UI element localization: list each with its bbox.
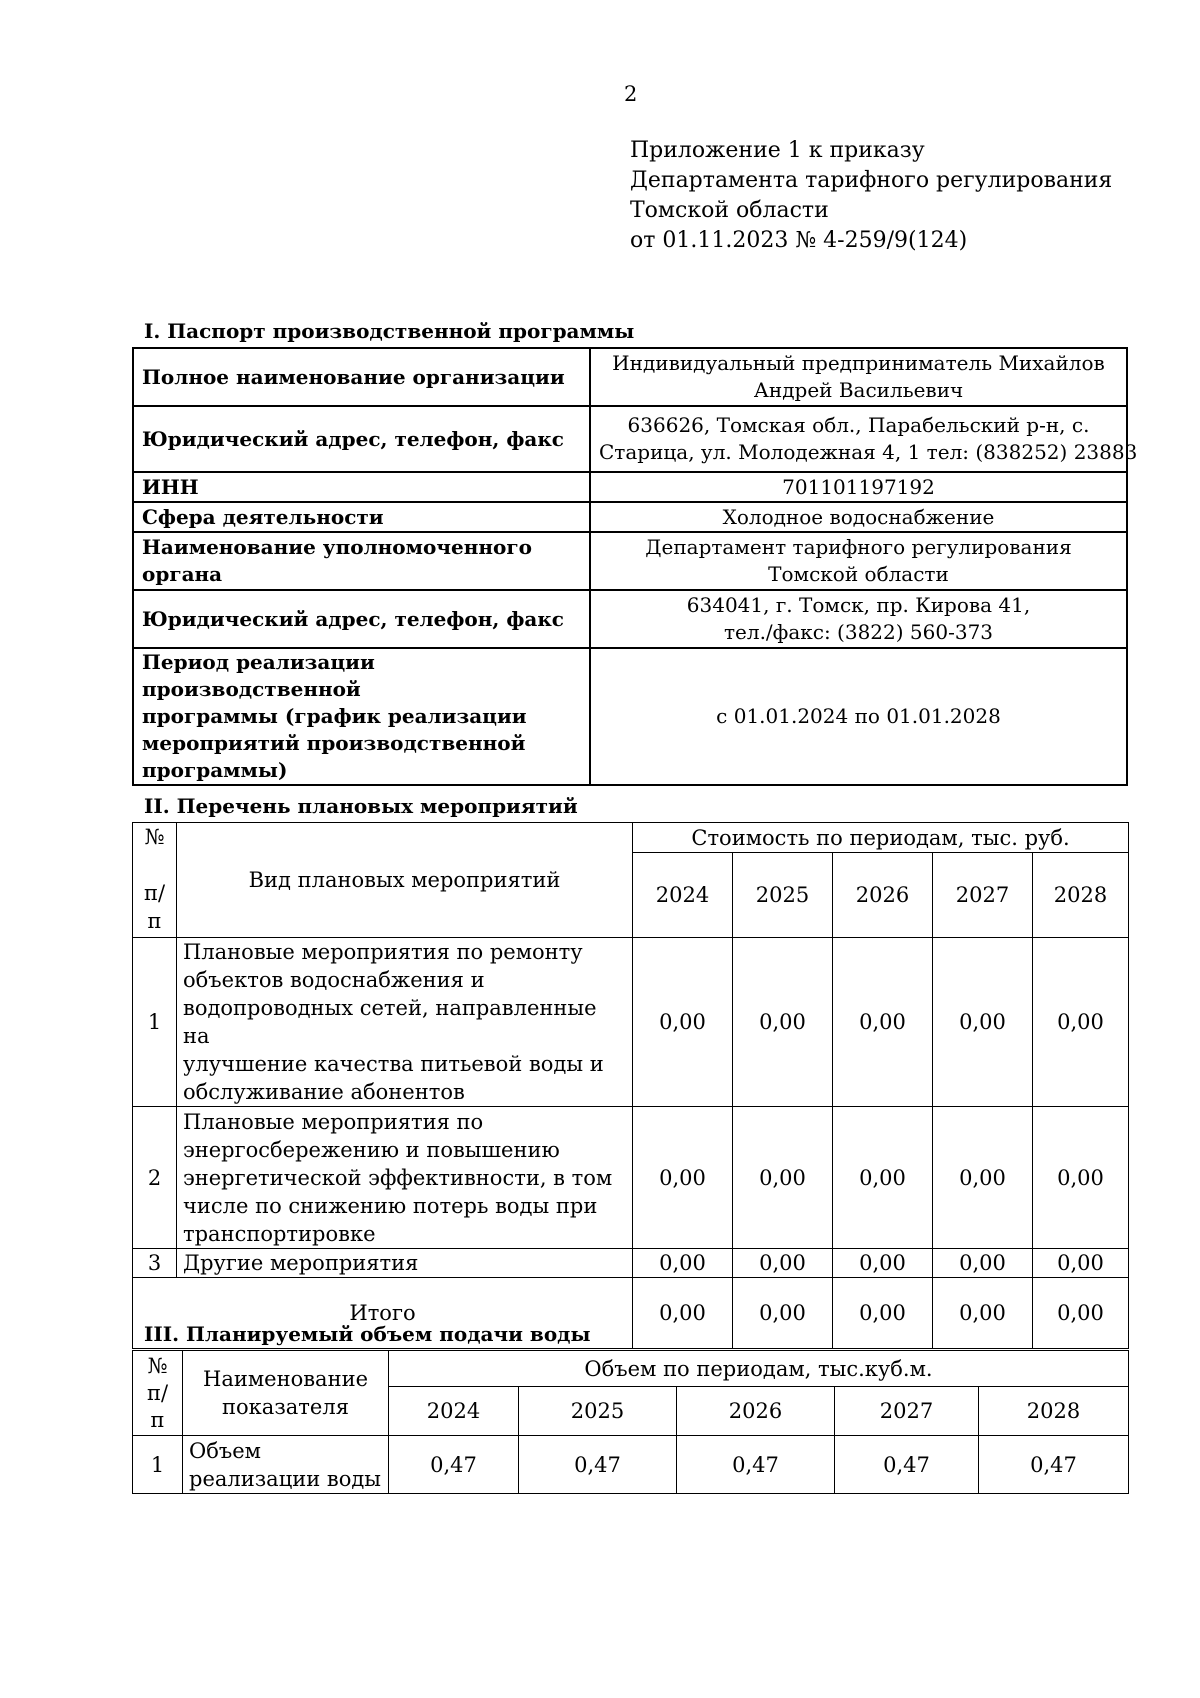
approval-line: Департамента тарифного регулирования [630, 168, 1113, 193]
cost-value: 0,00 [933, 1107, 1033, 1249]
passport-value: 636626, Томская обл., Парабельский р-н, с. Старица, ул. Молодежная 4, 1 тел: (838252) 23883 [590, 406, 1127, 472]
volume-value: 0,47 [677, 1436, 835, 1494]
passport-value: 701101197192 [590, 472, 1127, 502]
row-num: 2 [133, 1107, 177, 1249]
table-row [133, 502, 1127, 532]
passport-value: Холодное водоснабжение [590, 502, 1127, 532]
measure-name: Другие мероприятия [177, 1249, 633, 1278]
total-value: 0,00 [933, 1278, 1033, 1349]
passport-label: ИНН [133, 472, 590, 502]
year-header: 2027 [933, 853, 1033, 938]
total-value: 0,00 [833, 1278, 933, 1349]
total-label: Итого [133, 1278, 633, 1349]
type-header: Вид плановых мероприятий [177, 823, 633, 938]
volume-header: Объем по периодам, тыс.куб.м. [389, 1351, 1129, 1387]
cost-value: 0,00 [833, 938, 933, 1107]
cost-value: 0,00 [633, 938, 733, 1107]
cost-header: Стоимость по периодам, тыс. руб. [633, 823, 1129, 853]
table-row [133, 472, 1127, 502]
approval-line: Приложение 1 к приказу [630, 138, 925, 163]
passport-label: Сфера деятельности [133, 502, 590, 532]
table-row [133, 532, 1127, 590]
table-row [133, 648, 1127, 785]
table-header-row [133, 823, 1129, 853]
cost-value: 0,00 [1033, 1249, 1129, 1278]
passport-value: 634041, г. Томск, пр. Кирова 41, тел./факс: (3822) 560-373 [590, 590, 1127, 648]
water-volume-table [132, 1350, 1129, 1494]
passport-value: Индивидуальный предприниматель Михайлов Андрей Васильевич [590, 348, 1127, 406]
year-header: 2027 [835, 1387, 979, 1436]
num-header: № п/ п [133, 823, 177, 938]
cost-value: 0,00 [733, 1107, 833, 1249]
passport-label: Период реализации производственной программы (график реализации мероприятий производственной программы) [133, 648, 590, 785]
year-header: 2026 [677, 1387, 835, 1436]
measures-table [132, 822, 1129, 1349]
approval-line: от 01.11.2023 № 4-259/9(124) [630, 228, 968, 253]
volume-value: 0,47 [519, 1436, 677, 1494]
table-header-row [133, 1351, 1129, 1387]
row-num: 1 [133, 938, 177, 1107]
measure-name: Плановые мероприятия по ремонту объектов водоснабжения и водопроводных сетей, направленные на улучшение качества питьевой воды и обслуживание абонентов [177, 938, 633, 1107]
table-row [133, 1436, 1129, 1494]
table-row [133, 590, 1127, 648]
cost-value: 0,00 [733, 938, 833, 1107]
cost-value: 0,00 [933, 1249, 1033, 1278]
approval-line: Томской области [630, 198, 829, 223]
table-row [133, 1107, 1129, 1249]
section1-title: I. Паспорт производственной программы [144, 319, 635, 343]
year-header: 2028 [979, 1387, 1129, 1436]
indicator-name: Объем реализации воды [183, 1436, 389, 1494]
passport-table [132, 347, 1138, 786]
total-value: 0,00 [733, 1278, 833, 1349]
row-num: 1 [133, 1436, 183, 1494]
cost-value: 0,00 [733, 1249, 833, 1278]
volume-value: 0,47 [389, 1436, 519, 1494]
cost-value: 0,00 [633, 1107, 733, 1249]
page-number: 2 [624, 82, 638, 106]
cost-value: 0,00 [833, 1249, 933, 1278]
passport-value: с 01.01.2024 по 01.01.2028 [590, 648, 1127, 785]
approval-block [630, 136, 1112, 256]
table-row [133, 1249, 1129, 1278]
total-value: 0,00 [633, 1278, 733, 1349]
cost-value: 0,00 [1033, 938, 1129, 1107]
cost-value: 0,00 [1033, 1107, 1129, 1249]
table-row [133, 406, 1127, 472]
year-header: 2025 [733, 853, 833, 938]
passport-label: Юридический адрес, телефон, факс [133, 406, 590, 472]
cost-value: 0,00 [633, 1249, 733, 1278]
volume-value: 0,47 [979, 1436, 1129, 1494]
volume-value: 0,47 [835, 1436, 979, 1494]
table-row [133, 938, 1129, 1107]
name-header: Наименование показателя [183, 1351, 389, 1436]
table-row [133, 348, 1127, 406]
passport-label: Наименование уполномоченного органа [133, 532, 590, 590]
year-header: 2024 [389, 1387, 519, 1436]
total-value: 0,00 [1033, 1278, 1129, 1349]
cost-value: 0,00 [933, 938, 1033, 1107]
year-header: 2028 [1033, 853, 1129, 938]
cost-value: 0,00 [833, 1107, 933, 1249]
year-header: 2025 [519, 1387, 677, 1436]
year-header: 2024 [633, 853, 733, 938]
row-num: 3 [133, 1249, 177, 1278]
section2-title: II. Перечень плановых мероприятий [144, 794, 578, 818]
section3-title: III. Планируемый объем подачи воды [144, 1322, 591, 1346]
num-header: № п/ п [133, 1351, 183, 1436]
passport-label: Полное наименование организации [133, 348, 590, 406]
measure-name: Плановые мероприятия по энергосбережению и повышению энергетической эффективности, в том числе по снижению потерь воды при транспортировке [177, 1107, 633, 1249]
passport-value: Департамент тарифного регулирования Томской области [590, 532, 1127, 590]
year-header: 2026 [833, 853, 933, 938]
passport-label: Юридический адрес, телефон, факс [133, 590, 590, 648]
